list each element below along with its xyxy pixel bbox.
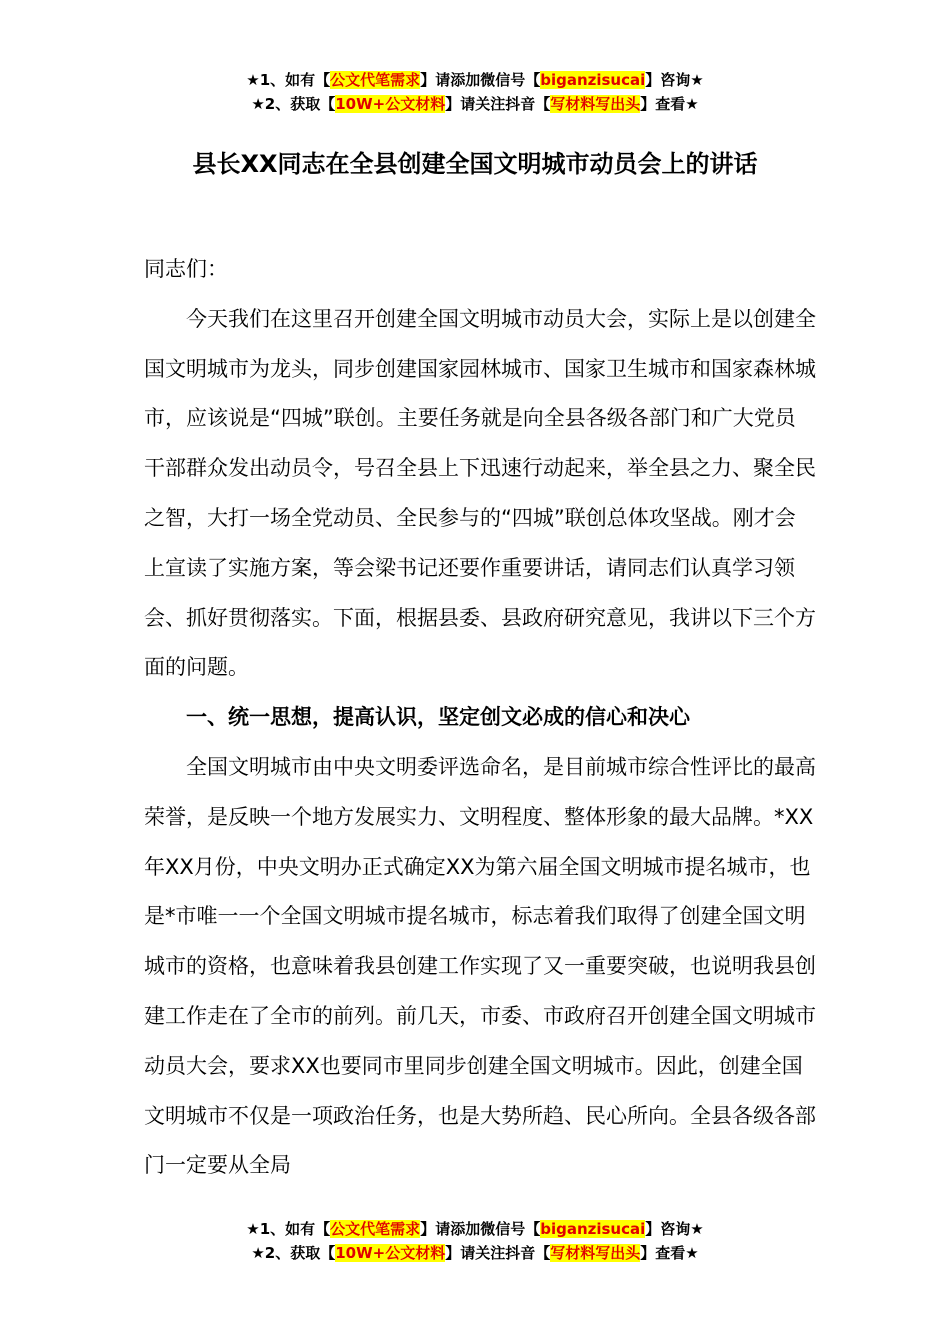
highlight-douyin: 写材料写出头 [550, 1244, 641, 1262]
banner-line-1: ★1、如有【公文代笔需求】请添加微信号【biganzisucai】咨询★ [246, 1220, 704, 1238]
document-body [144, 245, 816, 1191]
highlight-materials: 10W+公文材料 [335, 95, 446, 113]
banner-line-1: ★1、如有【公文代笔需求】请添加微信号【biganzisucai】咨询★ [246, 71, 704, 89]
section-heading: 一、统一思想，提高认识，坚定创文必成的信心和决心 [186, 705, 690, 730]
highlight-wechat-id: biganzisucai [540, 1220, 646, 1238]
highlight-wechat-id: biganzisucai [540, 71, 646, 89]
highlight-douyin: 写材料写出头 [550, 95, 641, 113]
highlight-service: 公文代笔需求 [330, 1220, 421, 1238]
highlight-service: 公文代笔需求 [330, 71, 421, 89]
banner-line-2: ★2、获取【10W+公文材料】请关注抖音【写材料写出头】查看★ [251, 95, 699, 113]
salutation: 同志们： [144, 257, 228, 281]
highlight-materials: 10W+公文材料 [335, 1244, 446, 1262]
header-banner [0, 68, 950, 116]
document-title: 县长XX同志在全县创建全国文明城市动员会上的讲话 [192, 150, 758, 178]
paragraph: 今天我们在这里召开创建全国文明城市动员大会，实际上是以创建全国文明城市为龙头，同步创建国家园林城市、国家卫生城市和国家森林城市，应该说是“四城”联创。主要任务就是向全县各级各部门和广大党员干部群众发出动员令，号召全县上下迅速行动起来，举全县之力、聚全民之智，大打一场全党动员、全民参与的“四城”联创总体攻坚战。刚才会上宣读了实施方案，等会梁书记还要作重要讲话，请同志们认真学习领会、抓好贯彻落实。下面，根据县委、县政府研究意见，我讲以下三个方面的问题。 [144, 306, 816, 680]
banner-line-2: ★2、获取【10W+公文材料】请关注抖音【写材料写出头】查看★ [251, 1244, 699, 1262]
footer-banner [0, 1217, 950, 1265]
paragraph: 全国文明城市由中央文明委评选命名，是目前城市综合性评比的最高荣誉，是反映一个地方发展实力、文明程度、整体形象的最大品牌。*XX年XX月份，中央文明办正式确定XX为第六届全国文明城市提名城市，也是*市唯一一个全国文明城市提名城市，标志着我们取得了创建全国文明城市的资格，也意味着我县创建工作实现了又一重要突破，也说明我县创建工作走在了全市的前列。前几天，市委、市政府召开创建全国文明城市动员大会，要求XX也要同市里同步创建全国文明城市。因此，创建全国文明城市不仅是一项政治任务，也是大势所趋、民心所向。全县各级各部门一定要从全局 [144, 754, 816, 1178]
